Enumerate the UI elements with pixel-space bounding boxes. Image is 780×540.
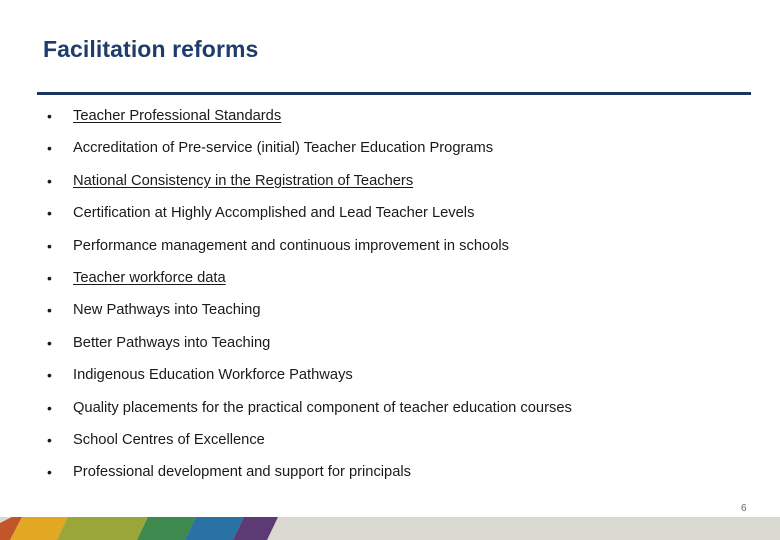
bullet-icon: •	[47, 431, 52, 448]
list-item-label: New Pathways into Teaching	[73, 302, 261, 319]
list-item	[42, 262, 752, 294]
list-item-link[interactable]: National Consistency in the Registration of Teachers	[73, 172, 414, 189]
list-item	[42, 100, 752, 132]
list-item-label: Performance management and continuous improvement in schools	[73, 237, 509, 254]
footer-color-band	[0, 517, 780, 540]
list-item-link[interactable]: Teacher workforce data	[73, 269, 226, 286]
bullet-icon: •	[47, 205, 52, 222]
list-item-link[interactable]: Teacher Professional Standards	[73, 108, 282, 124]
list-item-label: Professional development and support for principals	[73, 464, 412, 481]
bullet-icon: •	[47, 237, 52, 254]
bullet-icon: •	[47, 367, 52, 384]
list-item-label: Quality placements for the practical component of teacher education courses	[73, 399, 572, 416]
reform-bullet-list	[42, 100, 752, 489]
title-underline-rule	[37, 92, 751, 95]
list-item	[42, 165, 752, 197]
list-item	[42, 392, 752, 424]
list-item	[42, 456, 752, 488]
list-item-label: Certification at Highly Accomplished and Lead Teacher Levels	[73, 205, 475, 222]
list-item	[42, 424, 752, 456]
list-item	[42, 197, 752, 229]
list-item	[42, 327, 752, 359]
bullet-icon: •	[47, 140, 52, 157]
bullet-icon: •	[47, 399, 52, 416]
list-item	[42, 294, 752, 326]
bullet-icon: •	[47, 172, 52, 189]
list-item-label: Indigenous Education Workforce Pathways	[73, 367, 353, 384]
list-item-label: Accreditation of Pre-service (initial) Teacher Education Programs	[73, 140, 494, 157]
bullet-icon: •	[47, 464, 52, 481]
bullet-icon: •	[47, 269, 52, 286]
list-item-label: School Centres of Excellence	[73, 431, 265, 448]
bullet-icon: •	[47, 108, 52, 124]
footer-bar-olive	[57, 517, 148, 540]
list-item-label: Better Pathways into Teaching	[73, 334, 271, 351]
page-number: 6	[741, 503, 747, 514]
bullet-icon: •	[47, 334, 52, 351]
slide-title: Facilitation reforms	[43, 36, 259, 62]
list-item	[42, 230, 752, 262]
list-item	[42, 132, 752, 164]
bullet-icon: •	[47, 302, 52, 319]
list-item	[42, 359, 752, 391]
